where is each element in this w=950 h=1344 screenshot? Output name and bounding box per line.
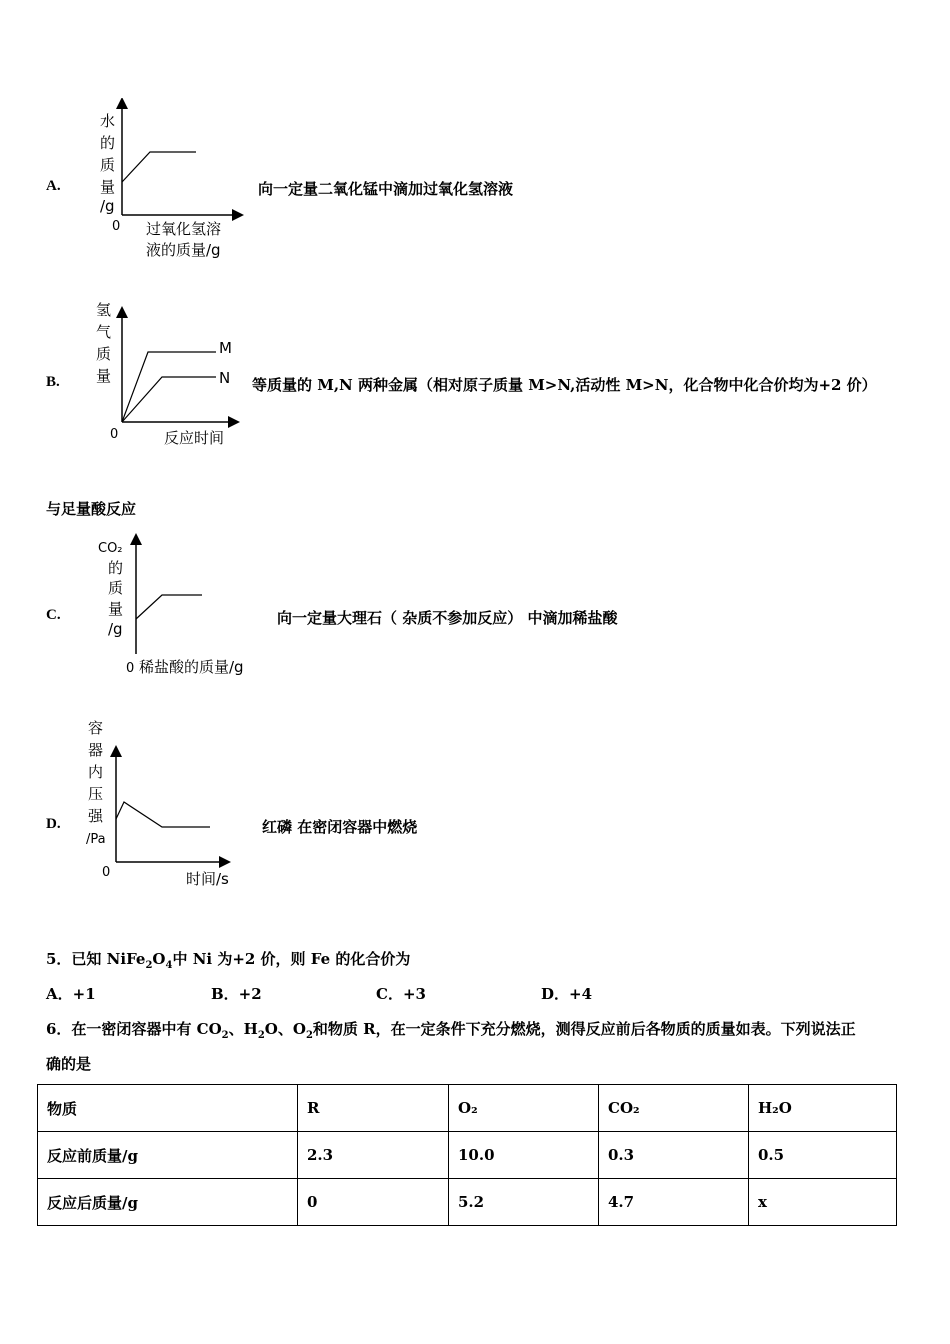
question-6-line1: 6．在一密闭容器中有 $CO_2$、$H_2O$、$O_2$和物质 R，在一定条件下充分燃烧，测得反应前后各物质的质量如表。下列说法正: [46, 1020, 856, 1041]
graph-c: [90, 533, 270, 681]
table-header-cell: R: [298, 1085, 449, 1132]
q5-choice-d[interactable]: D．+4: [541, 985, 593, 1003]
table-cell: 0: [298, 1179, 449, 1226]
curve-m: [122, 352, 216, 422]
y-label-2: 质: [108, 579, 124, 597]
graph-b: [88, 295, 248, 450]
graph-d: [80, 715, 250, 890]
option-a-description: 向一定量二氧化锰中滴加过氧化氢溶液: [258, 180, 514, 198]
table-cell: 0.5: [749, 1132, 897, 1179]
option-b-description: 等质量的 M,N 两种金属（相对原子质量 M>N,活动性 M>N，化合物中化合价均为+2 价）: [252, 376, 877, 394]
origin-label: 0: [102, 865, 111, 880]
table-cell: 反应前质量/g: [38, 1132, 298, 1179]
origin-label: 0: [126, 661, 135, 676]
table-header-cell: CO₂: [599, 1085, 749, 1132]
question-5: 5．已知 $NiFe_2O_4$中 Ni 为+2 价，则 Fe 的化合价为: [46, 950, 411, 971]
y-label-4: 强: [88, 807, 104, 825]
table-cell: 4.7: [599, 1179, 749, 1226]
origin-label: 0: [110, 427, 119, 442]
y-label-3: 压: [88, 785, 104, 803]
question-6-line2: 确的是: [46, 1055, 92, 1073]
option-c-letter: C.: [46, 607, 61, 623]
graph-a: [90, 98, 250, 263]
y-label-0: CO₂: [98, 541, 123, 556]
curve-label-n: N: [219, 369, 231, 387]
table-row: [38, 1132, 897, 1179]
x-label-0: 时间/s: [186, 870, 229, 888]
option-b-letter: B.: [46, 374, 60, 390]
table-row: [38, 1179, 897, 1226]
y-label-0: 氢: [96, 301, 112, 319]
curve: [122, 152, 196, 182]
option-d-description: 红磷 在密闭容器中燃烧: [262, 818, 418, 836]
mass-table: [37, 1084, 897, 1226]
table-header-cell: 物质: [38, 1085, 298, 1132]
y-label-1: 的: [100, 134, 116, 152]
table-header-cell: O₂: [449, 1085, 599, 1132]
origin-label: 0: [112, 219, 121, 234]
x-label-0: 过氧化氢溶: [146, 220, 222, 238]
y-label-3: 量: [96, 367, 112, 385]
y-label-1: 的: [108, 559, 124, 577]
table-cell: 2.3: [298, 1132, 449, 1179]
table-cell: 反应后质量/g: [38, 1179, 298, 1226]
y-label-2: 质: [96, 345, 112, 363]
q5-choice-b[interactable]: B．+2: [211, 985, 262, 1003]
table-cell: 0.3: [599, 1132, 749, 1179]
y-label-4: /g: [108, 620, 123, 638]
y-label-1: 气: [96, 323, 112, 341]
q5-choice-c[interactable]: C．+3: [376, 985, 426, 1003]
y-label-4: /g: [100, 197, 115, 215]
table-cell: x: [749, 1179, 897, 1226]
x-label-0: 反应时间: [164, 429, 225, 447]
x-label-0: 稀盐酸的质量/g: [139, 658, 244, 676]
curve: [136, 595, 202, 619]
y-label-0: 容: [88, 719, 104, 737]
curve: [116, 802, 210, 827]
q5-choice-a[interactable]: A．+1: [46, 985, 96, 1003]
option-d-letter: D.: [46, 816, 61, 832]
y-label-2: 内: [88, 763, 104, 781]
option-a-letter: A.: [46, 178, 61, 194]
y-label-3: 量: [100, 178, 116, 196]
y-label-3: 量: [108, 600, 124, 618]
y-label-1: 器: [88, 741, 104, 759]
option-b-continuation: 与足量酸反应: [46, 500, 137, 518]
y-label-0: 水: [100, 112, 116, 130]
y-label-2: 质: [100, 156, 116, 174]
y-label-5: /Pa: [86, 832, 106, 847]
option-c-description: 向一定量大理石（ 杂质不参加反应） 中滴加稀盐酸: [277, 609, 618, 627]
table-cell: 10.0: [449, 1132, 599, 1179]
curve-label-m: M: [219, 339, 232, 357]
table-header-row: [38, 1085, 897, 1132]
table-header-cell: H₂O: [749, 1085, 897, 1132]
x-label-1: 液的质量/g: [146, 241, 221, 259]
table-cell: 5.2: [449, 1179, 599, 1226]
